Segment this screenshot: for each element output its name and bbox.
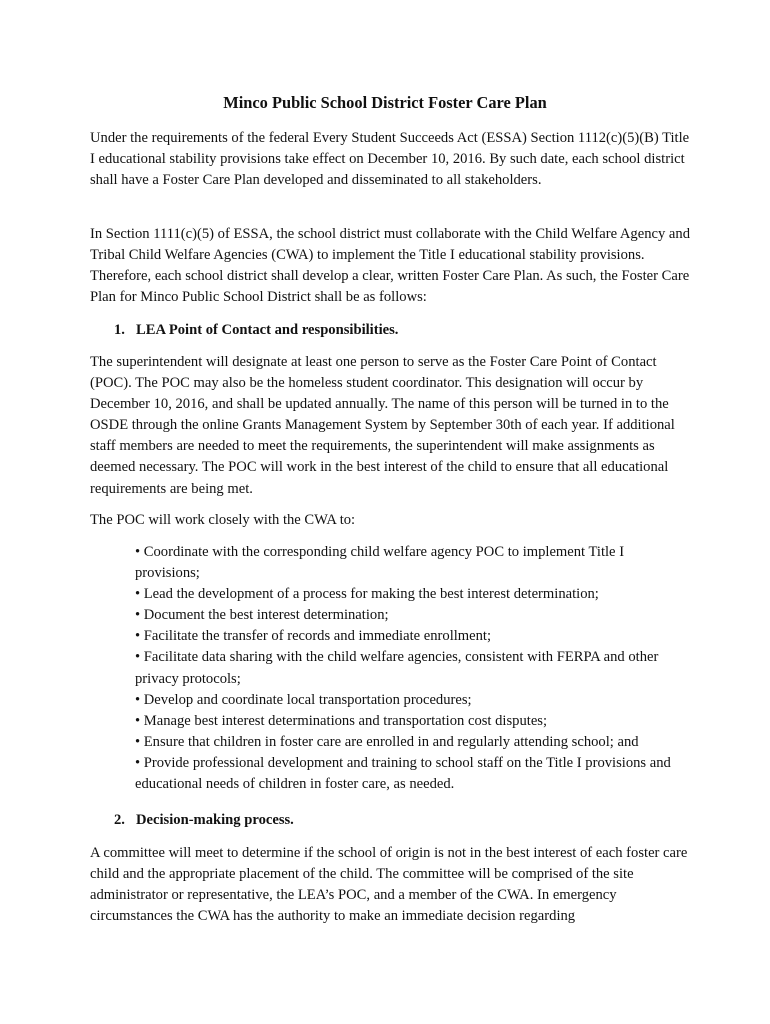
list-item: • Facilitate data sharing with the child welfare agencies, consistent with FERPA and other privacy protocols;: [135, 647, 675, 689]
list-item: • Develop and coordinate local transportation procedures;: [135, 690, 675, 711]
list-item: • Document the best interest determination;: [135, 605, 675, 626]
document-title: Minco Public School District Foster Care Plan: [223, 93, 547, 112]
list-item: • Ensure that children in foster care are enrolled in and regularly attending school; and: [135, 732, 675, 753]
section-1-paragraph: The superintendent will designate at least one person to serve as the Foster Care Point of Contact (POC). The POC may also be the homeless student coordinator. This designation will occur by December 10, 2016, and shall be updated annually. The name of this person will be turned in to the OSDE through the online Grants Management System by September 30th of each year. If additional staff members are needed to meet the requirements, the superintendent will make assignments as deemed necessary. The POC will work in the best interest of the child to ensure that all educational requirements are being met.: [90, 354, 675, 497]
section-1-number: 1.: [114, 322, 125, 338]
section-2-paragraph: A committee will meet to determine if the school of origin is not in the best interest of each foster care child and the appropriate placement of the child. The committee will be comprised of the site administrator or representative, the LEA’s POC, and a member of the CWA. In emergency circumstances the CWA has the authority to make an immediate decision regarding: [90, 845, 688, 925]
list-item: • Coordinate with the corresponding child welfare agency POC to implement Title I provisions;: [135, 542, 675, 584]
intro-paragraph-essa-requirements: Under the requirements of the federal Every Student Succeeds Act (ESSA) Section 1112(c)(5)(B) Title I educational stability provisions take effect on December 10, 2016. By such date, each school district shall have a Foster Care Plan developed and disseminated to all stakeholders.: [90, 130, 690, 189]
list-item: • Facilitate the transfer of records and immediate enrollment;: [135, 626, 675, 647]
section-1-heading: [114, 320, 398, 341]
section-2-heading: [114, 810, 294, 831]
poc-responsibilities-list: [135, 542, 675, 795]
intro-paragraph-cwa-collaboration: In Section 1111(c)(5) of ESSA, the school district must collaborate with the Child Welfare Agency and Tribal Child Welfare Agencies (CWA) to implement the Title I educational stability provisions. Therefore, each school district shall develop a clear, written Foster Care Plan. As such, the Foster Care Plan for Minco Public School District shall be as follows:: [90, 226, 691, 306]
list-item: • Provide professional development and training to school staff on the Title I provisions and educational needs of children in foster care, as needed.: [135, 753, 675, 795]
list-item: • Lead the development of a process for making the best interest determination;: [135, 584, 675, 605]
section-1-intro: The POC will work closely with the CWA to:: [90, 512, 356, 528]
section-2-title: Decision-making process.: [136, 812, 294, 828]
section-1-title: LEA Point of Contact and responsibilities.: [136, 322, 399, 338]
list-item: • Manage best interest determinations and transportation cost disputes;: [135, 711, 675, 732]
section-2-number: 2.: [114, 812, 125, 828]
